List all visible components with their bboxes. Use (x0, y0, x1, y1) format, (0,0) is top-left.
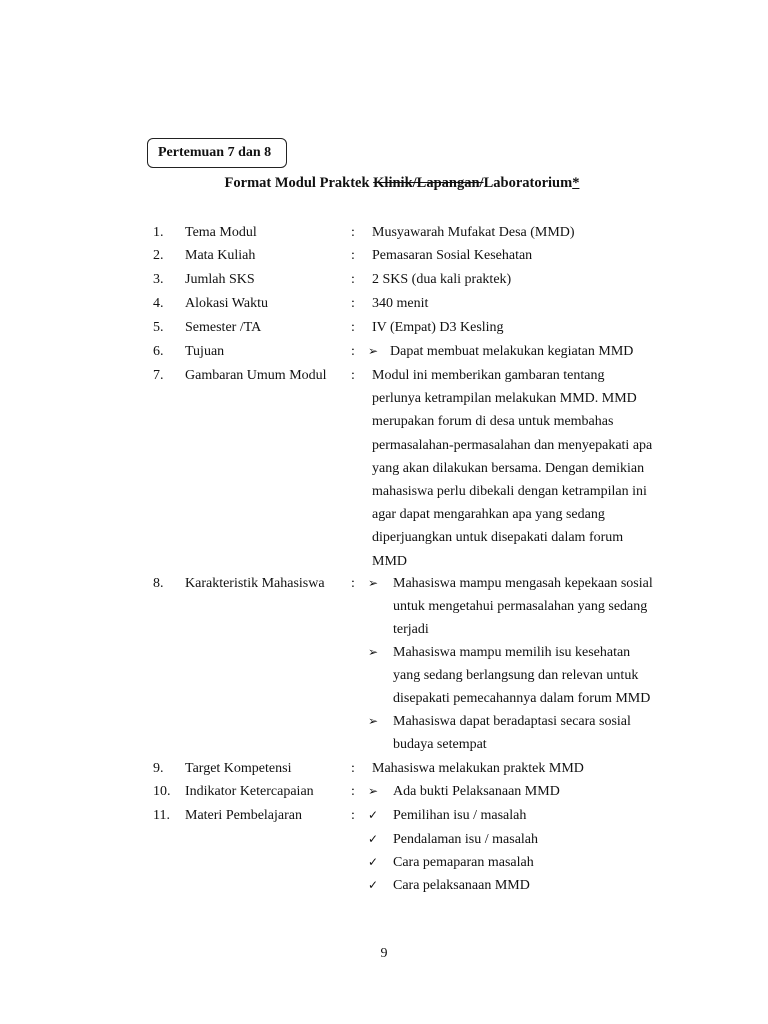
bullet-line: Mahasiswa mampu memilih isu kesehatan (393, 645, 631, 660)
title-struck-text: Klinik/Lapangan/ (373, 175, 484, 191)
item-value: 2 SKS (dua kali praktek) (372, 272, 512, 287)
paragraph-line: Modul ini memberikan gambaran tentang (372, 368, 605, 383)
bullet-text (393, 641, 668, 710)
paragraph-line: MMD (372, 553, 408, 569)
arrowhead-bullet-icon: ➢ (368, 576, 379, 590)
item-label: Alokasi Waktu (185, 296, 268, 311)
item-number: 8. (153, 576, 164, 591)
item-number: 10. (153, 784, 171, 799)
bullet-text: Pemilihan isu / masalah (393, 808, 527, 823)
item-number: 11. (153, 808, 170, 823)
bullet-line: Mahasiswa dapat beradaptasi secara sosial (393, 714, 631, 729)
item-number: 9. (153, 761, 164, 776)
item-value: 340 menit (372, 296, 429, 311)
item-paragraph (372, 364, 672, 573)
bullet-text: Dapat membuat melakukan kegiatan MMD (390, 344, 634, 359)
checkmark-bullet-icon: ✓ (368, 832, 379, 846)
item-colon: : (351, 576, 355, 591)
item-label: Mata Kuliah (185, 248, 256, 263)
title-asterisk: * (572, 175, 580, 191)
item-value: Mahasiswa melakukan praktek MMD (372, 761, 584, 776)
item-number: 3. (153, 272, 164, 287)
bullet-text: Cara pemaparan masalah (393, 855, 534, 870)
title-prefix: Format Modul Praktek (224, 175, 374, 191)
item-number: 6. (153, 344, 164, 359)
checkmark-bullet-icon: ✓ (368, 855, 379, 869)
item-label: Target Kompetensi (185, 761, 292, 776)
bullet-text: Ada bukti Pelaksanaan MMD (393, 784, 560, 799)
item-number: 2. (153, 248, 164, 263)
item-colon: : (351, 272, 355, 287)
paragraph-line: merupakan forum di desa untuk membahas (372, 414, 614, 430)
item-label: Indikator Ketercapaian (185, 784, 314, 799)
document-title (0, 173, 768, 193)
item-number: 1. (153, 225, 164, 240)
bullet-line: untuk mengetahui permasalahan yang sedang (393, 599, 648, 614)
arrowhead-bullet-icon: ➢ (368, 344, 379, 358)
paragraph-line: diperjuangkan untuk disepakati dalam forum (372, 530, 624, 546)
item-label: Gambaran Umum Modul (185, 368, 327, 383)
item-colon: : (351, 225, 355, 240)
bullet-line: Mahasiswa mampu mengasah kepekaan sosial (393, 576, 653, 591)
item-colon: : (351, 296, 355, 311)
item-value: Musyawarah Mufakat Desa (MMD) (372, 225, 575, 240)
checkmark-bullet-icon: ✓ (368, 808, 379, 822)
item-value: Pemasaran Sosial Kesehatan (372, 248, 533, 263)
bullet-text (393, 572, 668, 641)
title-suffix: Laboratorium (483, 175, 573, 191)
item-number: 5. (153, 320, 164, 335)
arrowhead-bullet-icon: ➢ (368, 645, 379, 659)
bullet-line: yang sedang berlangsung dan relevan untuk (393, 668, 639, 683)
bullet-text: Pendalaman isu / masalah (393, 832, 539, 847)
bullet-text (393, 710, 668, 756)
paragraph-line: mahasiswa perlu dibekali dengan ketrampilan ini (372, 484, 647, 500)
bullet-text: Cara pelaksanaan MMD (393, 878, 530, 893)
paragraph-line: permasalahan-permasalahan dan menyepakati apa (372, 437, 653, 453)
item-colon: : (351, 320, 355, 335)
bullet-line: budaya setempat (393, 737, 487, 752)
item-number: 7. (153, 368, 164, 383)
item-value: IV (Empat) D3 Kesling (372, 320, 504, 335)
item-label: Materi Pembelajaran (185, 808, 303, 823)
item-number: 4. (153, 296, 164, 311)
item-colon: : (351, 808, 355, 823)
bullet-line: terjadi (393, 622, 429, 637)
item-label: Tujuan (185, 344, 225, 359)
item-label: Karakteristik Mahasiswa (185, 576, 325, 591)
arrowhead-bullet-icon: ➢ (368, 714, 379, 728)
item-label: Jumlah SKS (185, 272, 255, 287)
meeting-label: Pertemuan 7 dan 8 (147, 138, 287, 168)
arrowhead-bullet-icon: ➢ (368, 784, 379, 798)
item-colon: : (351, 344, 355, 359)
item-colon: : (351, 368, 355, 383)
checkmark-bullet-icon: ✓ (368, 878, 379, 892)
paragraph-line: perlunya ketrampilan melakukan MMD. MMD (372, 391, 637, 407)
bullet-line: disepakati pemecahannya dalam forum MMD (393, 691, 651, 706)
item-label: Semester /TA (185, 320, 262, 335)
item-colon: : (351, 248, 355, 263)
item-colon: : (351, 761, 355, 776)
item-colon: : (351, 784, 355, 799)
page-number: 9 (380, 946, 388, 961)
paragraph-line: agar dapat mengarahkan apa yang sedang (372, 507, 605, 523)
item-label: Tema Modul (185, 225, 257, 240)
paragraph-line: yang akan dilakukan bersama. Dengan demikian (372, 460, 645, 476)
